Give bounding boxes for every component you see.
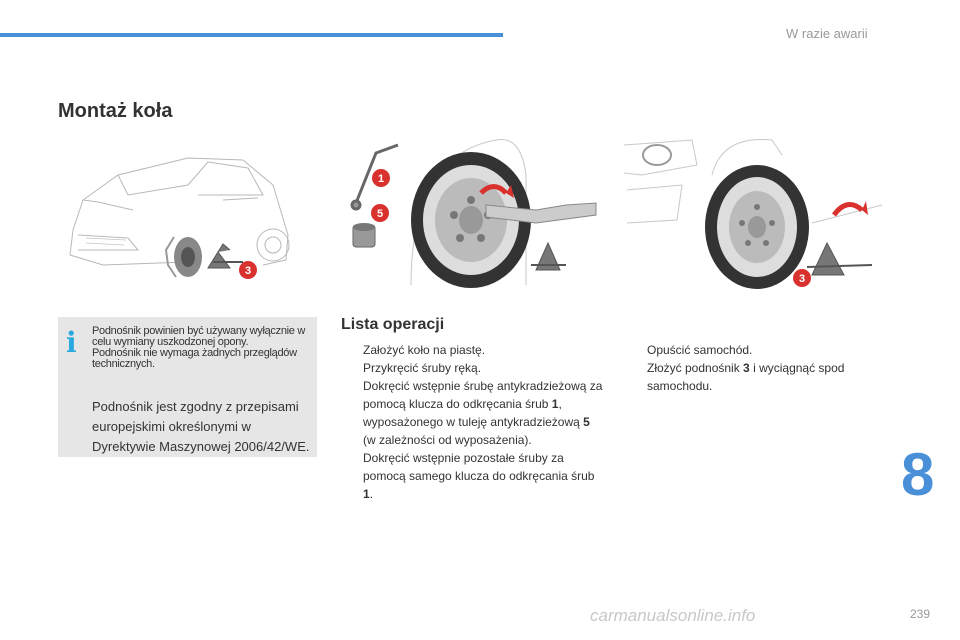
page-number: 239	[910, 607, 931, 621]
jack-graphic	[531, 243, 566, 270]
operation-item: Złożyć podnośnik 3 i wyciągnąć spod samochodu.	[647, 361, 845, 393]
lowering-car-illustration	[622, 135, 892, 295]
badge-3	[793, 269, 811, 287]
top-accent-bar	[0, 33, 503, 37]
info-icon: i	[66, 326, 77, 359]
jack-graphic	[208, 244, 243, 268]
operation-item: Przykręcić śruby ręką.	[363, 361, 482, 375]
svg-text:5: 5	[376, 208, 384, 220]
watermark: carmanualsonline.info	[590, 606, 756, 625]
svg-text:3: 3	[244, 265, 252, 277]
car-on-jack-illustration	[58, 140, 303, 300]
badge-3	[239, 261, 257, 279]
page-title: Montaż koła	[58, 100, 173, 122]
operations-list-left	[341, 341, 603, 503]
operations-list-right	[625, 341, 875, 395]
operation-item: Dokręcić wstępnie śrubę antykradzieżową za pomocą klucza do odkręcania śrub 1, wyposażonego w tuleję antykradzieżową 5 (w zależności od wyposażenia).	[363, 379, 603, 447]
info-directive-text: Podnośnik jest zgodny z przepisami europejskimi określonymi w Dyrektywie Maszynowej 2006/42/WE.	[92, 399, 310, 454]
operations-title: Lista operacji	[341, 316, 445, 333]
info-small-text	[92, 326, 314, 370]
section-header: W razie awarii	[786, 26, 868, 41]
badge-5	[371, 204, 389, 222]
info-box	[58, 317, 317, 457]
info-note-maintenance: Podnośnik nie wymaga żadnych przeglądów technicznych.	[92, 347, 297, 370]
badge-1	[372, 169, 390, 187]
svg-text:3: 3	[798, 273, 806, 285]
chapter-number: 8	[901, 441, 935, 508]
jack-graphic	[807, 243, 872, 275]
wheel-tightening-illustration	[336, 135, 606, 295]
socket-graphic	[353, 223, 375, 247]
operation-item: Dokręcić wstępnie pozostałe śruby za pomocą samego klucza do odkręcania śrub 1.	[363, 451, 595, 501]
svg-text:1: 1	[377, 173, 385, 185]
info-note-usage: Podnośnik powinien być używany wyłącznie w celu wymiany uszkodzonej opony.	[92, 325, 306, 348]
operation-item: Opuścić samochód.	[647, 343, 753, 357]
wheel-graphic	[705, 165, 809, 289]
operation-item: Założyć koło na piastę.	[363, 343, 486, 357]
wheel-hub-graphic	[166, 237, 202, 277]
